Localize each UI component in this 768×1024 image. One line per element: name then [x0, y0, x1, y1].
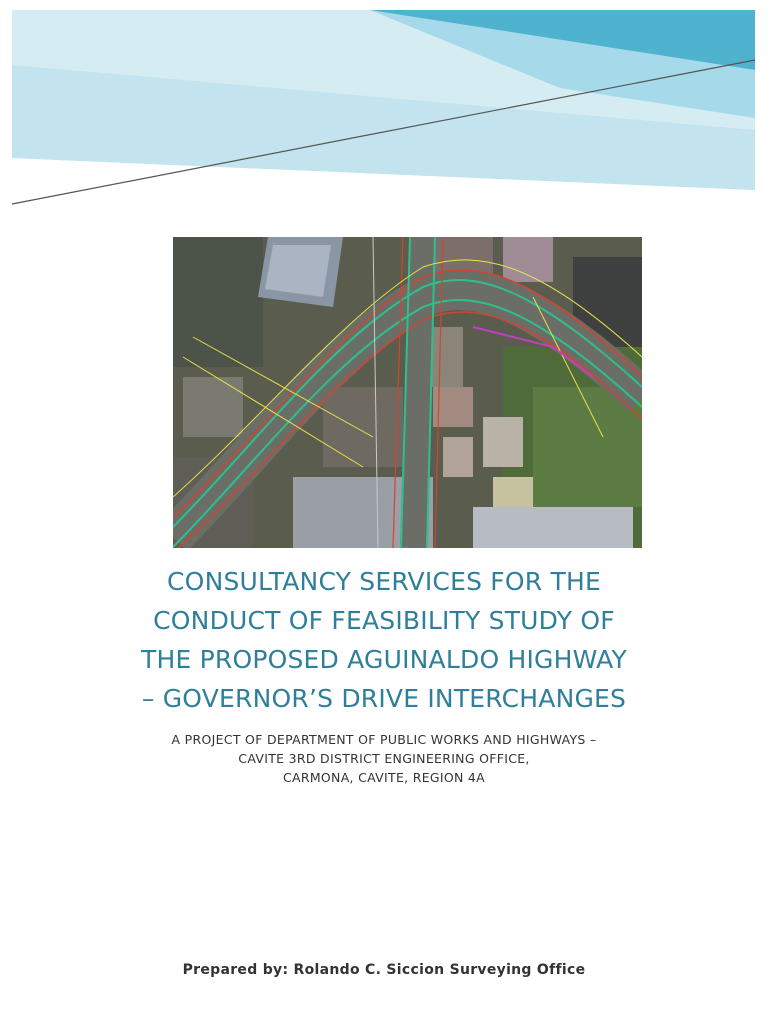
aerial-map-image: [173, 237, 642, 548]
subtitle-line: CAVITE 3RD DISTRICT ENGINEERING OFFICE,: [238, 751, 530, 766]
title-line: – GOVERNOR’S DRIVE INTERCHANGES: [141, 684, 627, 713]
title-line: CONDUCT OF FEASIBILITY STUDY OF: [153, 606, 615, 635]
subtitle-line: A PROJECT OF DEPARTMENT OF PUBLIC WORKS AND HIGHWAYS –: [171, 732, 597, 747]
document-title: [84, 562, 684, 718]
prepared-by: Prepared by: Rolando C. Siccion Surveying Office: [182, 962, 586, 978]
document-subtitle: [84, 730, 684, 787]
title-line: CONSULTANCY SERVICES FOR THE: [167, 567, 601, 596]
title-line: THE PROPOSED AGUINALDO HIGHWAY: [141, 645, 627, 674]
subtitle-line: CARMONA, CAVITE, REGION 4A: [282, 770, 486, 785]
header-banner: [0, 0, 768, 220]
